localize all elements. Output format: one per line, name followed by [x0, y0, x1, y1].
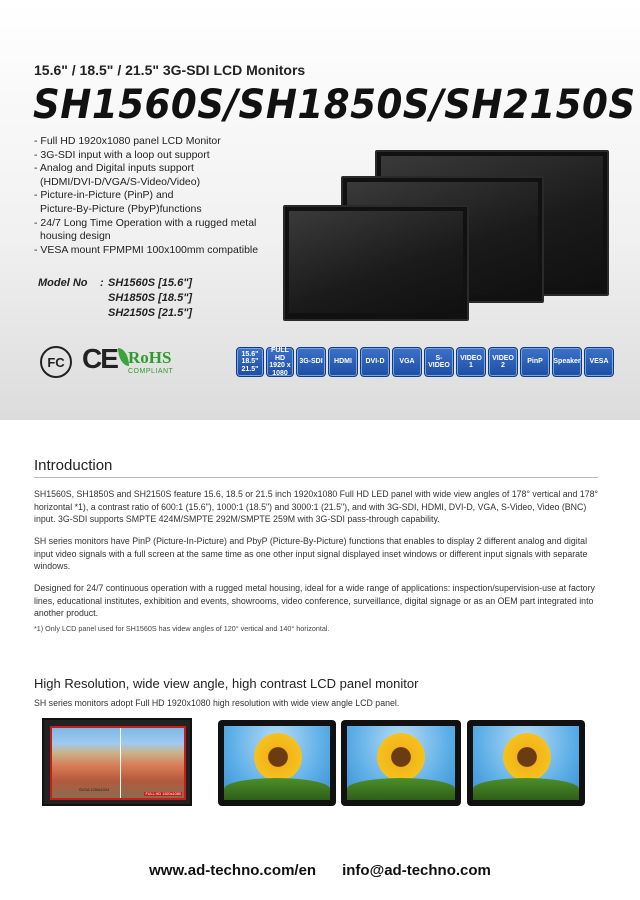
model-item: SH1850S [18.5"] — [108, 292, 193, 304]
intro-paragraph-2: SH series monitors have PinP (Picture-In-Picture) and PbyP (Picture-By-Picture) functions that enables to display 2 different analog and digital input video signals with a full screen at the same time as one other input signal displayed inset windows or different input signals with separate windows. — [34, 536, 588, 572]
fc-logo: FC — [40, 346, 72, 378]
resolution-comparison-image — [42, 718, 192, 806]
badge-3gsdi: 3G-SDI — [296, 347, 326, 377]
feature-item: - VESA mount FPMPMI 100x100mm compatible — [34, 243, 259, 256]
highres-heading: High Resolution, wide view angle, high contrast LCD panel monitor — [34, 676, 419, 691]
website-link[interactable]: www.ad-techno.com/en — [149, 862, 317, 879]
badge-vga: VGA — [392, 347, 422, 377]
badge-video2: VIDEO 2 — [488, 347, 518, 377]
model-item: SH2150S [21.5"] — [108, 307, 193, 319]
feature-item: - 24/7 Long Time Operation with a rugged metal — [34, 216, 257, 229]
intro-heading: Introduction — [34, 457, 113, 474]
badge-svideo: S-VIDEO — [424, 347, 454, 377]
footer — [0, 862, 640, 879]
feature-list — [34, 135, 284, 257]
badge-hdmi: HDMI — [328, 347, 358, 377]
rohs-text: RoHS — [128, 348, 172, 367]
model-item: SH1560S [15.6"] — [108, 277, 193, 289]
ce-logo: CE — [82, 343, 117, 374]
intro-paragraph-3: Designed for 24/7 continuous operation with a rugged metal housing, ideal for a wide range of applications: inspection/supervision-use at factory lines, educational institutes, exhibition and events, showrooms, video conference, surveillance, digital signage or as an OEM part integrated into another product. — [34, 583, 595, 619]
badge-sizes: 15.6" 18.5" 21.5" — [236, 347, 264, 377]
footnote: *1) Only LCD panel used for SH1560S has videw angles of 120° vertical and 140° horizontal. — [34, 624, 330, 633]
email-link[interactable]: info@ad-techno.com — [342, 862, 491, 879]
badge-video1: VIDEO 1 — [456, 347, 486, 377]
monitor-image-small — [283, 205, 469, 321]
hero-section — [0, 0, 640, 420]
feature-badges — [236, 347, 614, 377]
resolution-label-sxga: SXGA 1280x1024 — [79, 788, 110, 792]
feature-item: - Analog and Digital inputs support — [34, 162, 194, 175]
feature-item: (HDMI/DVI-D/VGA/S-Video/Video) — [40, 175, 201, 188]
resolution-label-fullhd: FULL HD 1920x1080 — [145, 792, 181, 796]
wide-angle-image-right — [467, 720, 585, 806]
feature-item: Picture-By-Picture (PbyP)functions — [40, 202, 202, 215]
badge-dvid: DVI-D — [360, 347, 390, 377]
rohs-logo — [128, 348, 173, 375]
feature-item: housing design — [40, 230, 111, 243]
intro-paragraph-1: SH1560S, SH1850S and SH2150S feature 15.6, 18.5 or 21.5 inch 1920x1080 Full HD LED panel with wide view angles of 178° vertical and 178° horizontal *1), a contrast ratio of 600:1 (15.6"), 1000:1 (18.5") and 3000:1 (21.5"), and with 3G-SDI, HDMI, DVI-D, VGA, S-Video, Video (BNC) input. 3G-SDI supports SMPTE 424M/SMPTE 292M/SMPTE 259M with 3G-SDI pass-through capability. — [34, 489, 599, 525]
model-list — [38, 276, 192, 321]
feature-item: - Full HD 1920x1080 panel LCD Monitor — [34, 135, 221, 147]
feature-item: - 3G-SDI input with a loop out support — [34, 148, 210, 161]
page-title: SH1560S/SH1850S/SH2150S — [33, 82, 636, 128]
badge-fullhd: FULL HD 1920 x 1080 — [266, 347, 294, 377]
model-label: Model No — [38, 277, 88, 289]
divider — [34, 477, 598, 478]
page-subtitle: 15.6" / 18.5" / 21.5" 3G-SDI LCD Monitors — [34, 62, 306, 78]
highres-subtext: SH series monitors adopt Full HD 1920x1080 high resolution with wide view angle LCD panel. — [34, 698, 400, 708]
badge-vesa: VESA — [584, 347, 614, 377]
badge-pinp: PinP — [520, 347, 550, 377]
badge-speaker: Speaker — [552, 347, 582, 377]
wide-angle-image-center — [341, 720, 461, 806]
feature-item: - Picture-in-Picture (PinP) and — [34, 189, 174, 202]
model-separator: : — [100, 277, 104, 289]
rohs-subtext: COMPLIANT — [128, 368, 174, 375]
wide-angle-image-left — [218, 720, 336, 806]
